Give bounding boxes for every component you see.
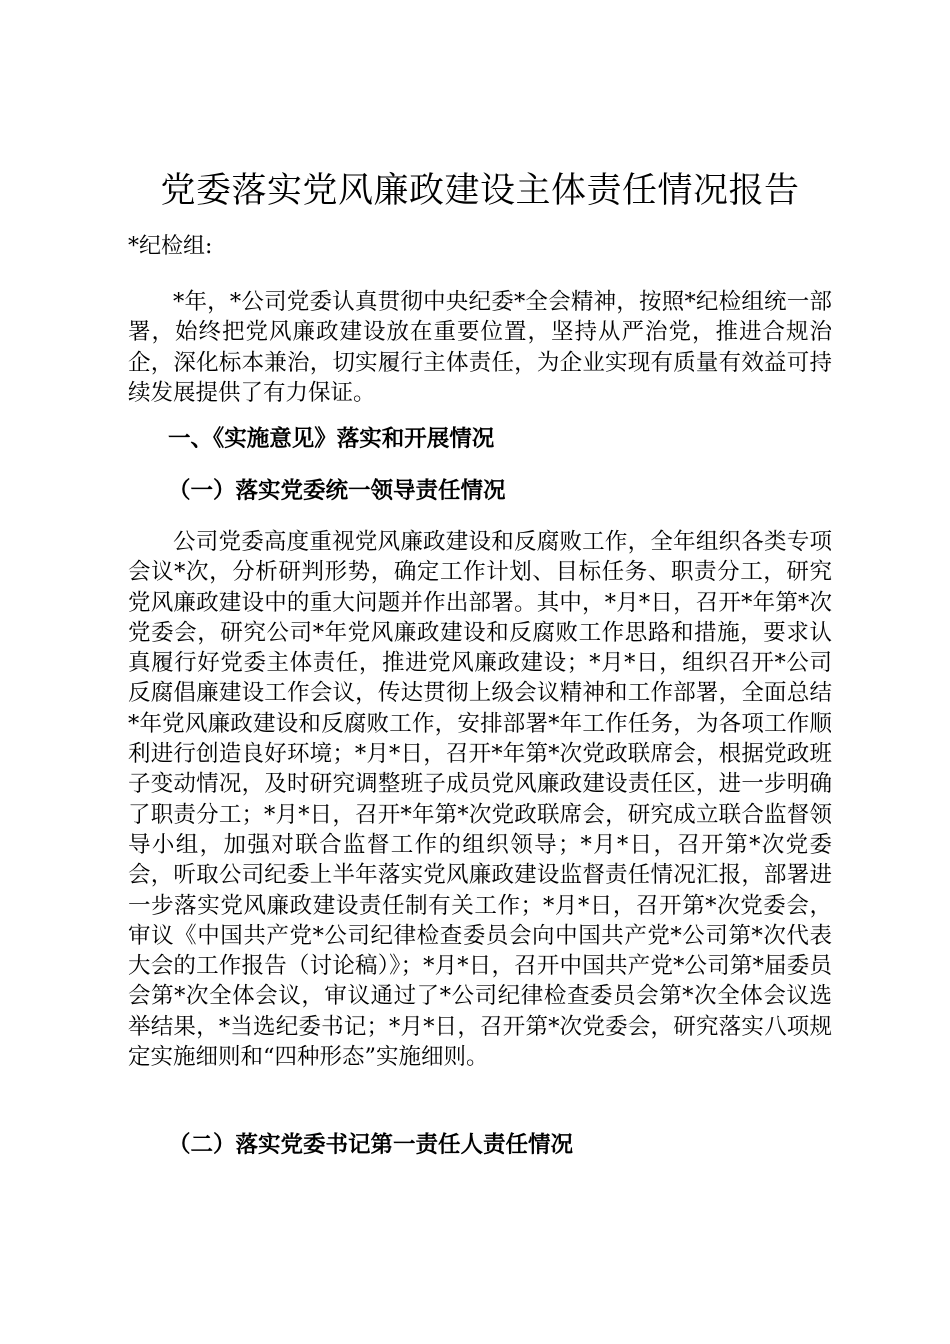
intro-paragraph: *年，*公司党委认真贯彻中央纪委*全会精神，按照*纪检组统一部署，始终把党风廉政建设放在重要位置，坚持从严治党，推进合规治企，深化标本兼治，切实履行主体责任，为企业实现有质量有效益可持续发展提供了有力保证。 (128, 289, 832, 406)
subsection-2-heading: （二）落实党委书记第一责任人责任情况 (168, 1132, 574, 1158)
document-title: 党委落实党风廉政建设主体责任情况报告 (160, 171, 800, 211)
subsection-1-paragraph: 公司党委高度重视党风廉政建设和反腐败工作，全年组织各类专项会议*次，分析研判形势，确定工作计划、目标任务、职责分工，研究党风廉政建设中的重大问题并作出部署。其中，*月*日，召开*年第*次党委会，研究公司*年党风廉政建设和反腐败工作思路和措施，要求认真履行好党委主体责任，推进党风廉政建设；*月*日，组织召开*公司反腐倡廉建设工作会议，传达贯彻上级会议精神和工作部署，全面总结*年党风廉政建设和反腐败工作，安排部署*年工作任务，为各项工作顺利进行创造良好环境；*月*日，召开*年第*次党政联席会，根据党政班子变动情况，及时研究调整班子成员党风廉政建设责任区，进一步明确了职责分工；*月*日，召开*年第*次党政联席会，研究成立联合监督领导小组，加强对联合监督工作的组织领导；*月*日，召开第*次党委会，听取公司纪委上半年落实党风廉政建设监督责任情况汇报，部署进一步落实党风廉政建设责任制有关工作；*月*日，召开第*次党委会，审议《中国共产党*公司纪律检查委员会向中国共产党*公司第*次代表大会的工作报告（讨论稿）》；*月*日，召开中国共产党*公司第*届委员会第*次全体会议，审议通过了*公司纪律检查委员会第*次全体会议选举结果，*当选纪委书记；*月*日，召开第*次党委会，研究落实八项规定实施细则和“四种形态”实施细则。 (128, 529, 832, 1071)
subsection-1-heading: （一）落实党委统一领导责任情况 (168, 478, 506, 504)
section-1-heading: 一、《实施意见》落实和开展情况 (168, 426, 495, 452)
salutation: *纪检组: (128, 234, 213, 259)
document-page (128, 0, 832, 1344)
